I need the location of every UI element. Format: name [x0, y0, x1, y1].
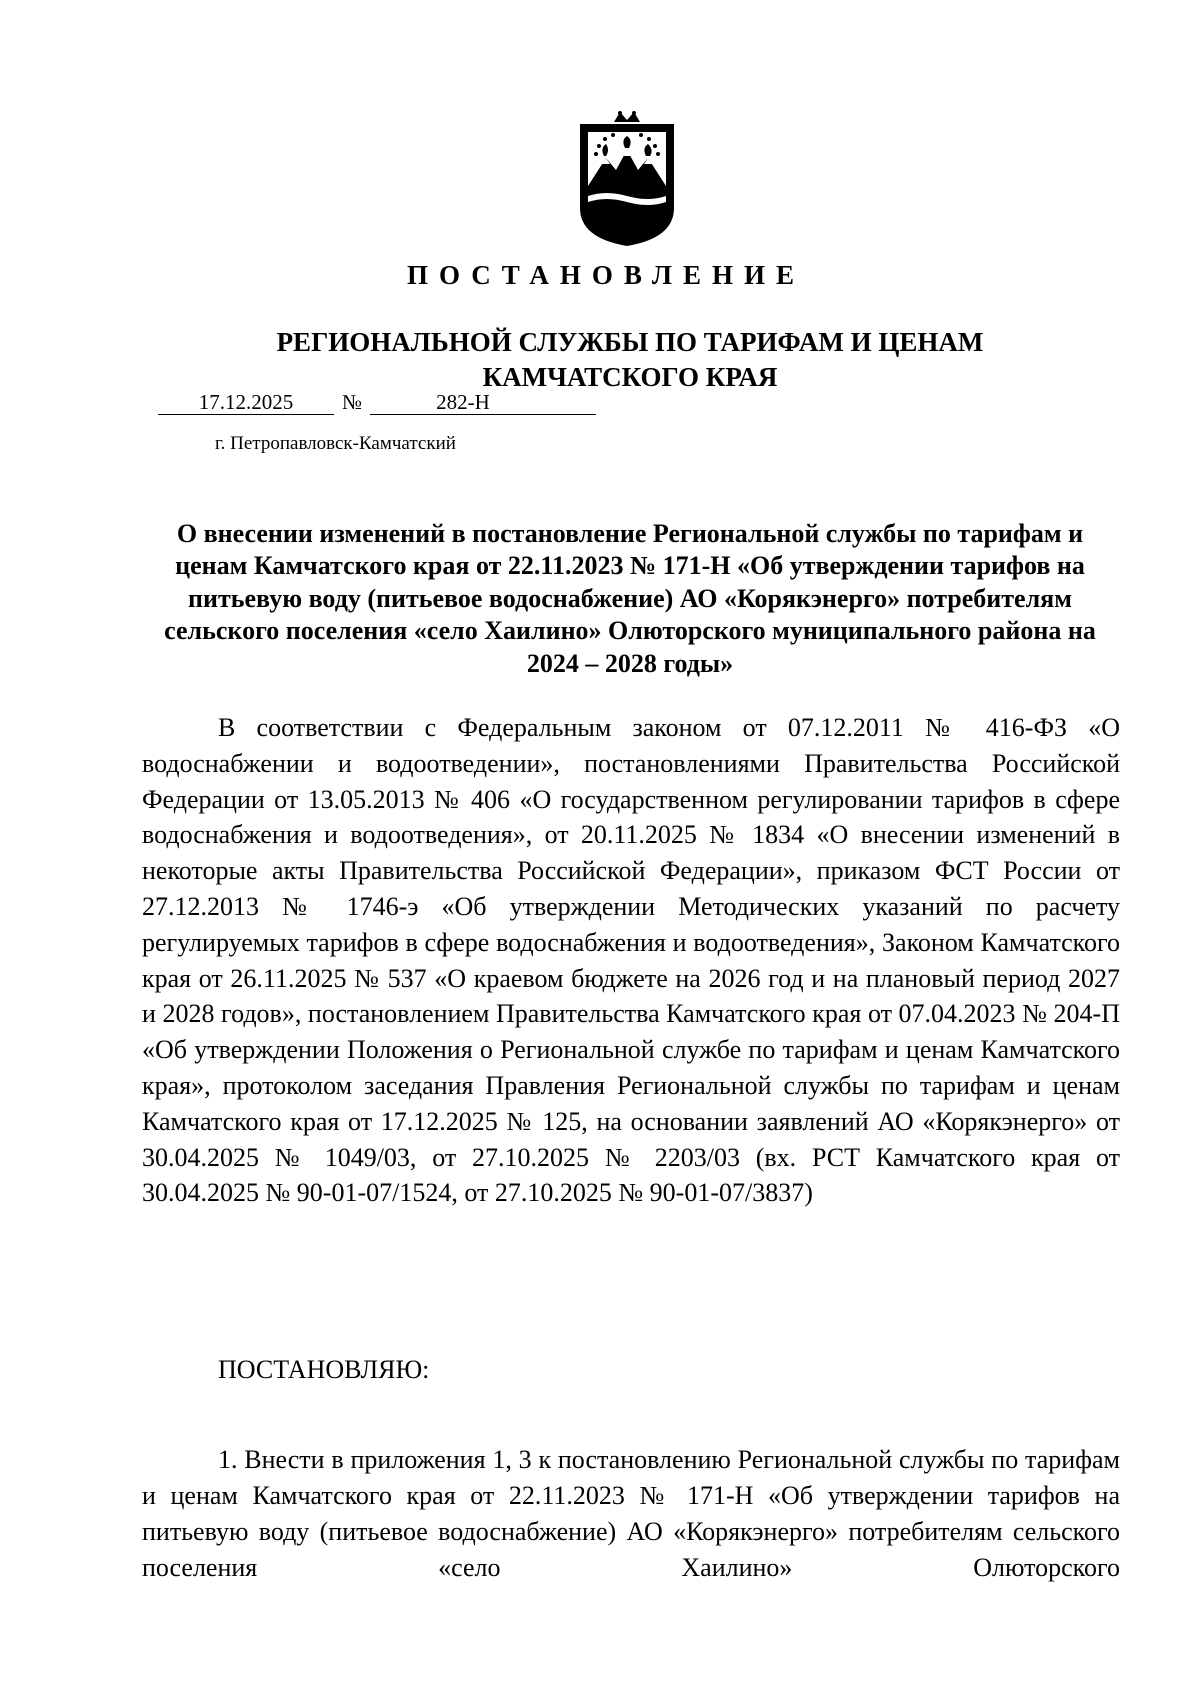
kamchatka-coat-of-arms-icon — [576, 110, 678, 248]
issuer-title-line2: КАМЧАТСКОГО КРАЯ — [482, 362, 778, 392]
document-date: 17.12.2025 — [158, 389, 334, 415]
document-type-title: ПОСТАНОВЛЕНИЕ — [406, 260, 806, 290]
document-number-field — [370, 389, 596, 415]
document-number: 282-Н — [436, 390, 490, 414]
document-subject-heading: О внесении изменений в постановление Региональной службы по тарифам и ценам Камчатского края от 22.11.2023 № 171-Н «Об утверждении тарифов на питьевую воду (питьевое водоснабжение) АО «Корякэнерго» потребителям сельского поселения «село Хаилино» Олюторского муниципального района на 2024 – 2028 годы» — [164, 519, 1096, 678]
resolve-heading: ПОСТАНОВЛЯЮ: — [218, 1355, 430, 1384]
city-of-issue: г. Петропавловск-Камчатский — [215, 433, 456, 454]
preamble-paragraph: В соответствии с Федеральным законом от 07.12.2011 № 416-ФЗ «О водоснабжении и водоотведении», постановлениями Правительства Российской Федерации от 13.05.2013 № 406 «О государственном регулировании тарифов в сфере водоснабжения и водоотведения», от 20.11.2025 № 1834 «О внесении изменений в некоторые акты Правительства Российской Федерации», приказом ФСТ России от 27.12.2013 № 1746-э «Об утверждении Методических указаний по расчету регулируемых тарифов в сфере водоснабжения и водоотведения», Законом Камчатского края от 26.11.2025 № 537 «О краевом бюджете на 2026 год и на плановый период 2027 и 2028 годов», постановлением Правительства Камчатского края от 07.04.2023 № 204-П «Об утверждении Положения о Региональной службе по тарифам и ценам Камчатского края», протоколом заседания Правления Региональной службы по тарифам и ценам Камчатского края от 17.12.2025 № 125, на основании заявлений АО «Корякэнерго» от 30.04.2025 № 1049/03, от 27.10.2025 № 2203/03 (вх. РСТ Камчатского края от 30.04.2025 № 90-01-07/1524, от 27.10.2025 № 90-01-07/3837) — [142, 713, 1120, 1208]
resolution-item-1: 1. Внести в приложения 1, 3 к постановлению Региональной службы по тарифам и ценам Камчатского края от 22.11.2023 № 171-Н «Об утверждении тарифов на питьевую воду (питьевое водоснабжение) АО «Корякэнерго» потребителям сельского поселения «село Хаилино» Олюторского — [142, 1445, 1120, 1582]
registration-line — [158, 389, 598, 415]
issuer-title-line1: РЕГИОНАЛЬНОЙ СЛУЖБЫ ПО ТАРИФАМ И ЦЕНАМ — [276, 327, 984, 357]
number-sign: № — [341, 390, 363, 414]
issuer-title — [0, 325, 1200, 395]
